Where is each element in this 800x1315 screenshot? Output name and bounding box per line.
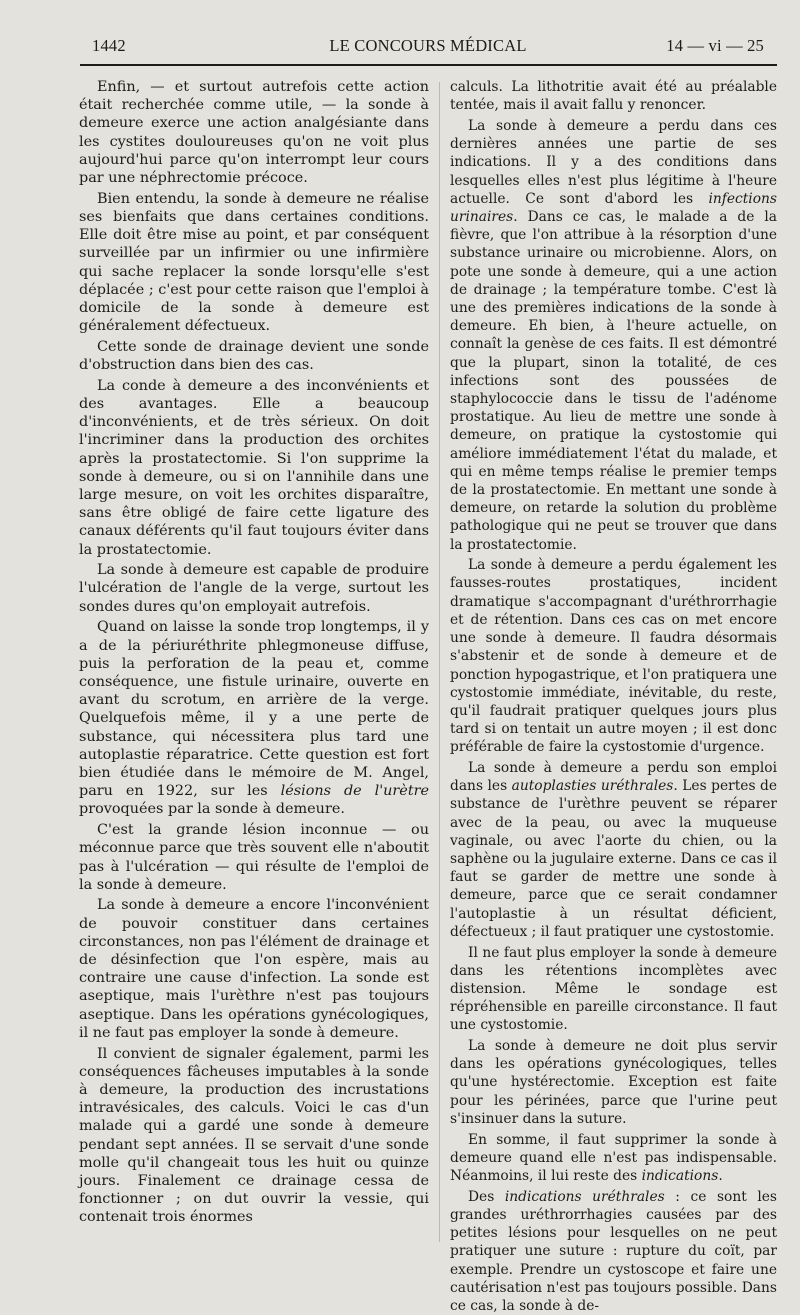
paragraph	[79, 618, 429, 818]
journal-title: LE CONCOURS MÉDICAL	[329, 36, 527, 55]
italic-term: indications	[641, 1167, 719, 1184]
paragraph-text: : ce sont les grandes uréthrorrhagies causées par des petites lésions pour lesquelles on ne peut pratiquer une suture : rupture du coït, par exemple. Prendre un cystoscope et faire une cautérisation n'est pas toujours possible. Dans ce cas, la sonde à de-	[450, 1188, 777, 1314]
paragraph-text: La sonde à demeure a perdu dans ces dernières années une partie de ses indications. Il y a des conditions dans lesquelles elles n'est plus légitime à l'heure actuelle. Ce sont d'abord les	[450, 117, 777, 207]
page-header	[92, 36, 764, 62]
paragraph	[450, 759, 777, 941]
paragraph-text: En somme, il faut supprimer la sonde à demeure quand elle n'est pas indispensable. Néanmoins, il lui reste des	[450, 1131, 777, 1184]
paragraph: La conde à demeure a des inconvénients et des avantages. Elle a beaucoup d'inconvénients, et de très sérieux. On doit l'incriminer dans la production des orchites après la prostatectomie. Si l'on supprime la sonde à demeure, ou si on l'annihile dans une large mesure, on voit les orchites disparaître, sans être obligé de faire cette ligature des canaux déférents qu'il faut toujours éviter dans la prostatectomie.	[79, 377, 429, 558]
header-rule	[80, 64, 777, 66]
paragraph-text: Quand on laisse la sonde trop longtemps, il y a de la périuréthrite phlegmoneuse diffuse, puis la perforation de la peau et, comme conséquence, une fistule urinaire, ouverte en avant du scrotum, en arrière de la verge. Quelquefois même, il y a une perte de substance, qui nécessitera plus tard une autoplastie réparatrice. Cette question est fort bien étudiée dans le mémoire de M. Angel, paru en 1922, sur les	[79, 619, 429, 800]
paragraph: Cette sonde de drainage devient une sonde d'obstruction dans bien des cas.	[79, 338, 429, 374]
paragraph: calculs. La lithotritie avait été au préalable tentée, mais il avait fallu y renoncer.	[450, 79, 777, 114]
italic-term: infections urinaires	[450, 190, 777, 225]
paragraph	[450, 117, 777, 554]
paragraph-text: La sonde à demeure a perdu son emploi dans les	[450, 760, 777, 795]
left-column	[79, 78, 429, 1248]
paragraph-text: Des	[468, 1188, 505, 1205]
italic-term: lésions de l'urètre	[280, 783, 429, 800]
paragraph: La sonde à demeure a perdu également les fausses-routes prostatiques, incident dramatique s'accompagnant d'uréthrorrhagie et de rétention. Dans ces cas on met encore une sonde à demeure. Il faudra désormais s'abstenir et de sonde à demeure et de ponction hypogastrique, et l'on pratiquera une cystostomie immédiate, inévitable, du reste, qu'il faudrait pratiquer quelques jours plus tard si on tentait un autre moyen ; il est donc préférable de faire la cystostomie d'urgence.	[450, 557, 777, 756]
page-number: 1442	[92, 36, 126, 55]
paragraph: C'est la grande lésion inconnue — ou méconnue parce que très souvent elle n'aboutit pas à l'ulcération — qui résulte de l'emploi de la sonde à demeure.	[79, 822, 429, 893]
paragraph	[450, 1188, 777, 1315]
paragraph-text: provoquées par la sonde à demeure.	[79, 801, 345, 818]
italic-term: autoplasties uréthrales	[511, 778, 674, 795]
paragraph	[450, 1131, 777, 1186]
right-column	[450, 78, 777, 1314]
paragraph: Bien entendu, la sonde à demeure ne réalise ses bienfaits que dans certaines conditions. Elle doit être mise au point, et par conséquent surveillée par un infirmier ou une infirmière qui sache replacer la sonde lorsqu'elle s'est déplacée ; c'est pour cette raison que l'emploi à domicile de la sonde à demeure est généralement défectueux.	[79, 190, 429, 335]
paragraph-text: . Les pertes de substance de l'urèthre peuvent se réparer avec de la peau, ou avec la muqueuse vaginale, ou avec l'aorte du chien, ou la saphène ou la jugulaire externe. Dans ce cas il faut se garder de mettre une sonde à demeure, parce que ce serait condamner l'autoplastie à un résultat déficient, défectueux ; il faut pratiquer une cystostomie.	[450, 778, 777, 940]
italic-term: indications uréthrales	[504, 1188, 665, 1205]
paragraph: Enfin, — et surtout autrefois cette action était recherchée comme utile, — la sonde à demeure exerce une action analgésiante dans les cystites douloureuses qu'on ne voit plus aujourd'hui parce qu'on interrompt leur cours par une néphrectomie précoce.	[79, 79, 429, 187]
paragraph: La sonde à demeure ne doit plus servir dans les opérations gynécologiques, telles qu'une hystérectomie. Exception est faite pour les périnées, parce que l'urine peut s'insinuer dans la suture.	[450, 1038, 777, 1127]
paragraph-text: . Dans ce cas, le malade a de la fièvre, que l'on attribue à la résorption d'une substance urinaire ou microbienne. Alors, on pote une sonde à demeure, qui a une action de drainage ; la température tombe. C'est là une des premières indications de la sonde à demeure. Eh bien, à l'heure actuelle, on connaît la genèse de ces faits. Il est démontré que la plupart, sinon la totalité, de ces infections sont des poussées de staphylococcie dans le tissu de l'adénome prostatique. Au lieu de mettre une sonde à demeure, on pratique la cystostomie qui améliore immédiatement l'état du malade, et qui en même temps réalise le premier temps de la prostatectomie. En mettant une sonde à demeure, on retarde la solution du problème pathologique qui ne peut se trouver que dans la prostatectomie.	[450, 208, 777, 553]
paragraph: La sonde à demeure a encore l'inconvénient de pouvoir constituer dans certaines circonstances, non pas l'élément de drainage et de désinfection que l'on espère, mais au contraire une cause d'infection. La sonde est aseptique, mais l'urèthre n'est pas toujours aseptique. Dans les opérations gynécologiques, il ne faut pas employer la sonde à demeure.	[79, 897, 429, 1041]
paragraph: Il convient de signaler également, parmi les conséquences fâcheuses imputables à la sonde à demeure, la production des incrustations intravésicales, des calculs. Voici le cas d'un malade qui a gardé une sonde à demeure pendant sept années. Il se servait d'une sonde molle qu'il changeait tous les huit ou quinze jours. Finalement ce drainage cessa de fonctionner ; on dut ouvrir la vessie, qui contenait trois énormes	[79, 1045, 429, 1226]
paragraph: La sonde à demeure est capable de produire l'ulcération de l'angle de la verge, surtout les sondes dures qu'on employait autrefois.	[79, 562, 429, 615]
paragraph: Il ne faut plus employer la sonde à demeure dans les rétentions incomplètes avec distension. Même le sondage est répréhensible en pareille circonstance. Il faut une cystostomie.	[450, 944, 777, 1034]
paragraph-text: .	[718, 1167, 723, 1184]
column-divider	[439, 82, 440, 1242]
issue-date: 14 — vi — 25	[666, 36, 764, 55]
